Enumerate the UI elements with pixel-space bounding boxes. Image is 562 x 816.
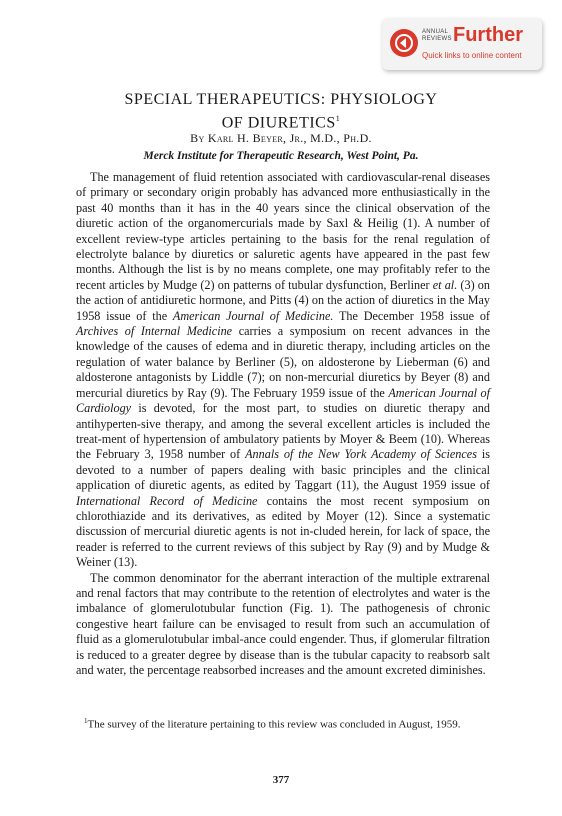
annual-reviews-logo-icon	[389, 28, 419, 58]
author-name: Karl H. Beyer, Jr., M.D., Ph.D.	[207, 131, 372, 145]
journal-ref: International Record of Medicine	[76, 493, 258, 508]
footnote-text: The survey of the literature pertaining to this review was concluded in August, 1959.	[87, 718, 461, 731]
title-footnote-mark: 1	[335, 114, 341, 123]
further-label: Further	[453, 24, 523, 46]
article-body	[76, 170, 490, 678]
author-byline: By Karl H. Beyer, Jr., M.D., Ph.D.	[190, 131, 372, 145]
footnote	[76, 714, 490, 732]
journal-ref: Annals of the New York Academy of Sciences	[245, 447, 477, 462]
journal-ref: American Journal of Cardiology	[76, 385, 491, 416]
journal-ref: American Journal of Medicine.	[172, 308, 334, 323]
paragraph-1: The management of fluid retention associated with cardiovascular-renal diseases of primary or secondary origin probably has advanced more enthusiastically in the past 40 months than it has in the 40 years since the clinical observation of the diuretic action of the organomercurials made by Saxl & Heilig (1). A number of excellent review-type articles pertaining to the basis for the renal regulation of electrolyte balance by diuretics or saluretic agents have appeared in the past few months. Although the list is by no means complete, one may profitably refer to the recent articles by Mudge (2) on patterns of tubular dysfunction, Berliner et al. (3) on the action of antidiuretic hormone, and Pitts (4) on the action of diuretics in the May 1958 issue of the American Journal of Medicine. The December 1958 issue of Archives of Internal Medicine carries a symposium on recent advances in the knowledge of the causes of edema and in diuretic therapy, including articles on the regulation of water balance by Berliner (5), on aldosterone by Lieberman (6) and aldosterone antagonists by Liddle (7); on non-mercurial diuretics by Beyer (8) and mercurial diuretics by Ray (9). The February 1959 issue of the American Journal of Cardiology is devoted, for the most part, to studies on diuretic therapy and antihyperten-sive therapy, and among the several excellent articles is included the treat-ment of hypertension of ambulatory patients by Moyer & Beem (10). Whereas the February 3, 1958 number of Annals of the New York Academy of Sciences is devoted to a number of papers dealing with basic principles and the clinical application of diuretic agents, as edited by Taggart (11), the August 1959 issue of International Record of Medicine contains the most recent symposium on chlorothiazide and its derivatives, as edited by Moyer (12). Since a systematic discussion of mercurial diuretic agents is not in-cluded herein, for lack of space, the reader is referred to the current reviews of this subject by Ray (9) and by Mudge & Weiner (13).	[76, 170, 491, 570]
title-line-2: OF DIURETICS$^1$	[221, 114, 341, 132]
article-title	[60, 90, 502, 132]
footnote-mark: 1	[84, 717, 88, 725]
author-affiliation: Merck Institute for Therapeutic Research, West Point, Pa.	[143, 150, 419, 162]
title-line-1: SPECIAL THERAPEUTICS: PHYSIOLOGY	[124, 91, 438, 108]
page-number: 377	[272, 774, 290, 786]
journal-ref: Archives of Internal Medicine	[76, 324, 233, 339]
further-subtitle: Quick links to online content	[422, 51, 522, 60]
annual-reviews-wordmark: ANNUAL REVIEWS	[422, 29, 452, 42]
further-banner[interactable]	[382, 18, 542, 70]
paragraph-2: The common denominator for the aberrant interaction of the multiple extrarenal and renal factors that may contribute to the retention of electrolytes and water is the imbalance of glomerulotubular function (Fig. 1). The pathogenesis of chronic congestive heart failure can be envisaged to result from such an accumulation of fluid as a glomerulotubular imbal-ance could engender. Thus, if glomerular filtration is reduced to a greater degree by disease than is the tubular capacity to reabsorb salt and water, the percentage reabsorbed increases and the amount excreted diminishes.	[76, 570, 490, 677]
